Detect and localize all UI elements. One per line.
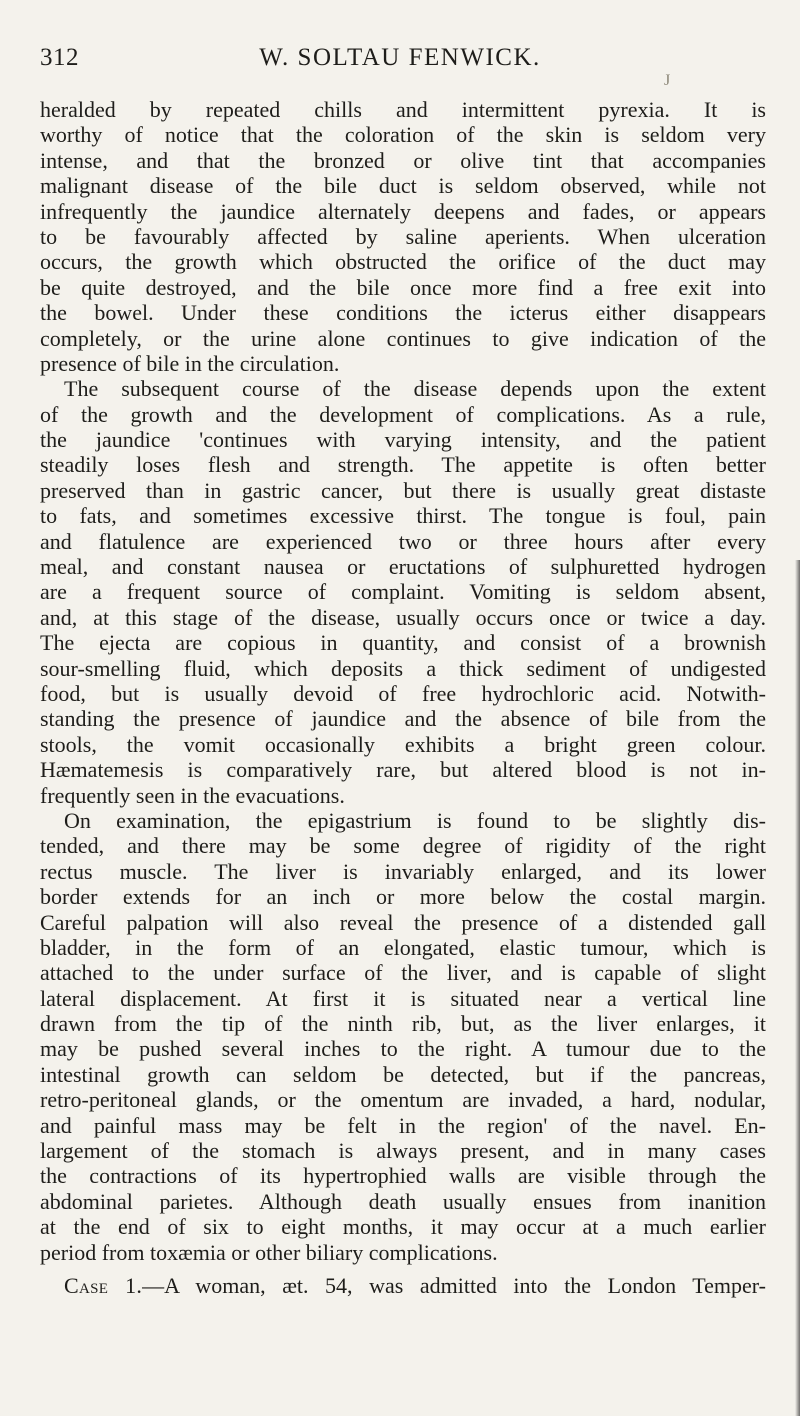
- text-line: drawn from the tip of the ninth rib, but, as the liver enlarges, it: [40, 1011, 766, 1037]
- text-line: completely, or the urine alone continues to give indication of the: [40, 325, 766, 351]
- text-line: sour-smelling fluid, which deposits a thick sediment of undigested: [40, 655, 766, 681]
- running-head: W. SOLTAU FENWICK.: [259, 44, 541, 71]
- text-line: occurs, the growth which obstructed the orifice of the duct may: [40, 249, 766, 275]
- text-line: largement of the stomach is always present, and in many cases: [40, 1138, 766, 1164]
- text-line: worthy of notice that the coloration of the skin is seldom very: [40, 122, 766, 148]
- text-line: rectus muscle. The liver is invariably enlarged, and its lower: [40, 858, 766, 884]
- text-line: standing the presence of jaundice and the absence of bile from the: [40, 706, 766, 732]
- text-line: may be pushed several inches to the right. A tumour due to the: [40, 1036, 766, 1062]
- text-line: food, but is usually devoid of free hydrochloric acid. Notwith-: [40, 680, 766, 706]
- paragraph-start: The subsequent course of the disease depends upon the extent: [64, 376, 766, 402]
- text-line: border extends for an inch or more below the costal margin.: [40, 884, 766, 910]
- text-line: heralded by repeated chills and intermittent pyrexia. It is: [40, 97, 766, 122]
- text-line: are a frequent source of complaint. Vomiting is seldom absent,: [40, 579, 766, 605]
- text-line: tended, and there may be some degree of rigidity of the right: [40, 833, 766, 859]
- text-line: and, at this stage of the disease, usually occurs once or twice a day.: [40, 604, 766, 630]
- page-edge-shadow: [795, 560, 800, 1416]
- text-line: lateral displacement. At first it is situated near a vertical line: [40, 985, 766, 1011]
- text-line: abdominal parietes. Although death usually ensues from inanition: [40, 1188, 766, 1214]
- text-line: presence of bile in the circulation.: [40, 350, 340, 376]
- text-line: bladder, in the form of an elongated, elastic tumour, which is: [40, 934, 766, 960]
- text-line: attached to the under surface of the liver, and is capable of slight: [40, 960, 766, 986]
- margin-mark: J: [664, 72, 671, 89]
- page-number: 312: [40, 44, 79, 71]
- text-line: the jaundice 'continues with varying intensity, and the patient: [40, 427, 766, 453]
- text-body: [40, 97, 766, 1298]
- case-line: [40, 1273, 766, 1298]
- text-line: be quite destroyed, and the bile once more find a free exit into: [40, 274, 766, 300]
- text-line: infrequently the jaundice alternately deepens and fades, or appears: [40, 198, 766, 224]
- text-line: malignant disease of the bile duct is seldom observed, while not: [40, 173, 766, 199]
- text-line: to be favourably affected by saline aperients. When ulceration: [40, 223, 766, 249]
- page-header: [40, 44, 760, 78]
- text-line: of the growth and the development of complications. As a rule,: [40, 401, 766, 427]
- text-line: and painful mass may be felt in the region' of the navel. En-: [40, 1112, 766, 1138]
- text-line: stools, the vomit occasionally exhibits a bright green colour.: [40, 731, 766, 757]
- text-line: to fats, and sometimes excessive thirst. The tongue is foul, pain: [40, 503, 766, 529]
- text-line: The ejecta are copious in quantity, and consist of a brownish: [40, 630, 766, 656]
- text-line: retro-peritoneal glands, or the omentum are invaded, a hard, nodular,: [40, 1087, 766, 1113]
- text-line: period from toxæmia or other biliary complications.: [40, 1239, 498, 1265]
- text-line: Hæmatemesis is comparatively rare, but altered blood is not in-: [40, 757, 766, 783]
- case-label: Case 1.: [64, 1272, 143, 1298]
- text-line: frequently seen in the evacuations.: [40, 782, 345, 808]
- case-text: —A woman, æt. 54, was admitted into the London Temper-: [142, 1272, 766, 1298]
- text-line: Careful palpation will also reveal the presence of a distended gall: [40, 909, 766, 935]
- text-line: intestinal growth can seldom be detected, but if the pancreas,: [40, 1061, 766, 1087]
- paragraph-start: On examination, the epigastrium is found to be slightly dis-: [64, 807, 766, 833]
- text-line: meal, and constant nausea or eructations of sulphuretted hydrogen: [40, 554, 766, 580]
- text-line: at the end of six to eight months, it may occur at a much earlier: [40, 1214, 766, 1240]
- text-line: steadily loses flesh and strength. The appetite is often better: [40, 452, 766, 478]
- text-line: and flatulence are experienced two or three hours after every: [40, 528, 766, 554]
- text-line: intense, and that the bronzed or olive tint that accompanies: [40, 147, 766, 173]
- text-line: preserved than in gastric cancer, but there is usually great distaste: [40, 477, 766, 503]
- text-line: the contractions of its hypertrophied walls are visible through the: [40, 1163, 766, 1189]
- text-line: the bowel. Under these conditions the icterus either disappears: [40, 300, 766, 326]
